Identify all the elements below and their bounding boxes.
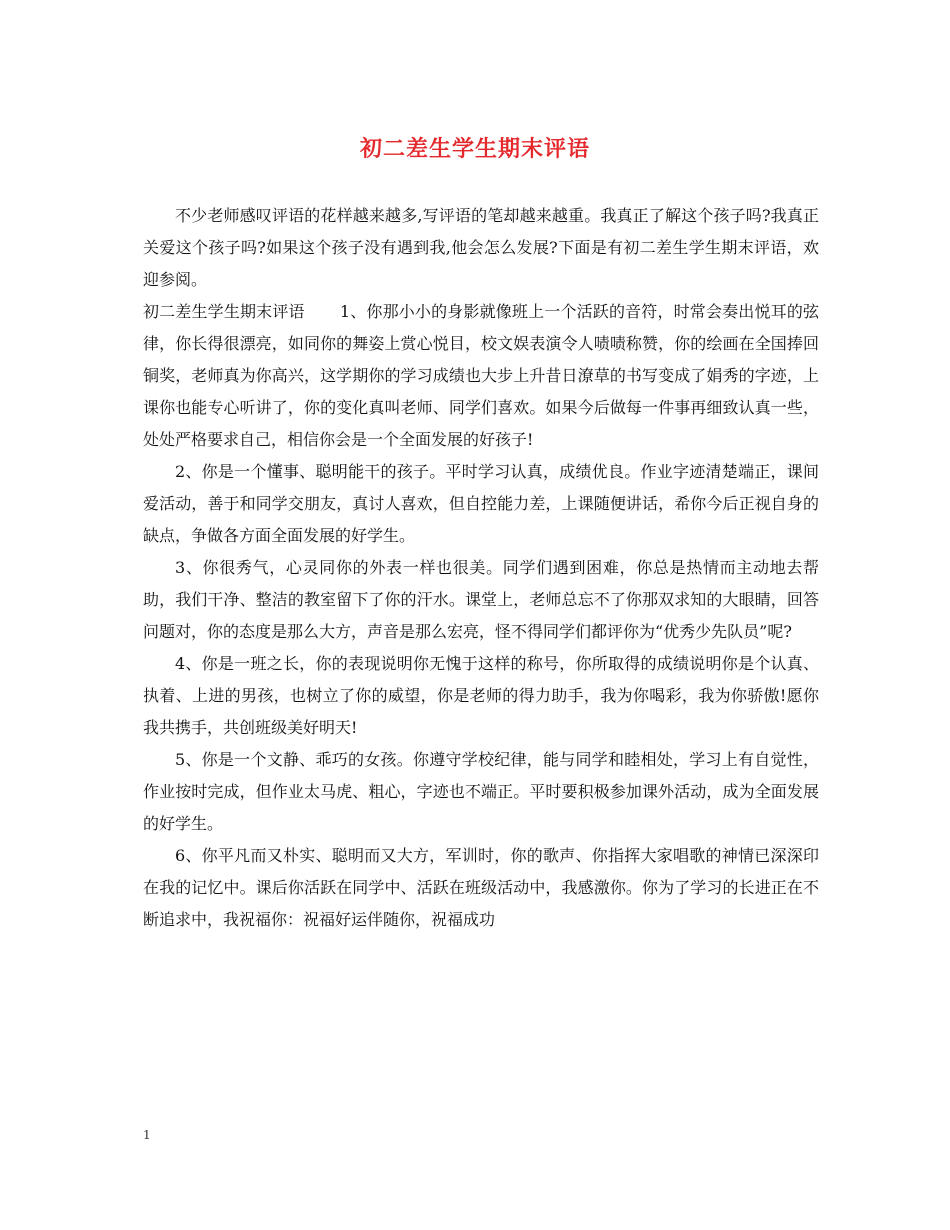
comment-paragraph-3: 3、你很秀气，心灵同你的外表一样也很美。同学们遇到困难，你总是热情而主动地去帮助，我们干净、整洁的教室留下了你的汗水。课堂上，老师总忘不了你那双求知的大眼睛，回答问题对，你的态度是那么大方，声音是那么宏亮，怪不得同学们都评你为“优秀少先队员”呢? <box>143 558 819 641</box>
comment-paragraph-4: 4、你是一班之长，你的表现说明你无愧于这样的称号，你所取得的成绩说明你是个认真、执着、上进的男孩，也树立了你的威望，你是老师的得力助手，我为你喝彩，我为你骄傲!愿你我共携手，共创班级美好明天! <box>143 654 819 737</box>
page-number: 1 <box>143 1128 151 1142</box>
comment-paragraph-5: 5、你是一个文静、乖巧的女孩。你遵守学校纪律，能与同学和睦相处，学习上有自觉性，作业按时完成，但作业太马虎、粗心，字迹也不端正。平时要积极参加课外活动，成为全面发展的好学生。 <box>143 750 819 833</box>
intro-paragraph: 不少老师感叹评语的花样越来越多,写评语的笔却越来越重。我真正了解这个孩子吗?我真正关爱这个孩子吗?如果这个孩子没有遇到我,他会怎么发展?下面是有初二差生学生期末评语，欢迎参阅。 <box>143 206 819 289</box>
comment-paragraph-6: 6、你平凡而又朴实、聪明而又大方，军训时，你的歌声、你指挥大家唱歌的神情已深深印在我的记忆中。课后你活跃在同学中、活跃在班级活动中，我感激你。你为了学习的长进正在不断追求中，我祝福你：祝福好运伴随你，祝福成功 <box>143 846 819 929</box>
comment-text-1: 1、你那小小的身影就像班上一个活跃的音符，时常会奏出悦耳的弦律，你长得很漂亮，如同你的舞姿上赏心悦目，校文娱表演令人啧啧称赞，你的绘画在全国捧回铜奖，老师真为你高兴，这学期你的学习成绩也大步上升昔日潦草的书写变成了娟秀的字迹，上课你也能专心听讲了，你的变化真叫老师、同学们喜欢。如果今后做每一件事再细致认真一些，处处严格要求自己，相信你会是一个全面发展的好孩子! <box>143 302 819 449</box>
section-label: 初二差生学生期末评语 <box>143 302 305 321</box>
document-body <box>143 200 819 936</box>
comment-paragraph-2: 2、你是一个懂事、聪明能干的孩子。平时学习认真，成绩优良。作业字迹清楚端正，课间爱活动，善于和同学交朋友，真讨人喜欢，但自控能力差，上课随便讲话，希你今后正视自身的缺点，争做各方面全面发展的好学生。 <box>143 462 819 545</box>
comment-paragraph-1 <box>143 296 819 456</box>
document-title: 初二差生学生期末评语 <box>359 136 590 162</box>
